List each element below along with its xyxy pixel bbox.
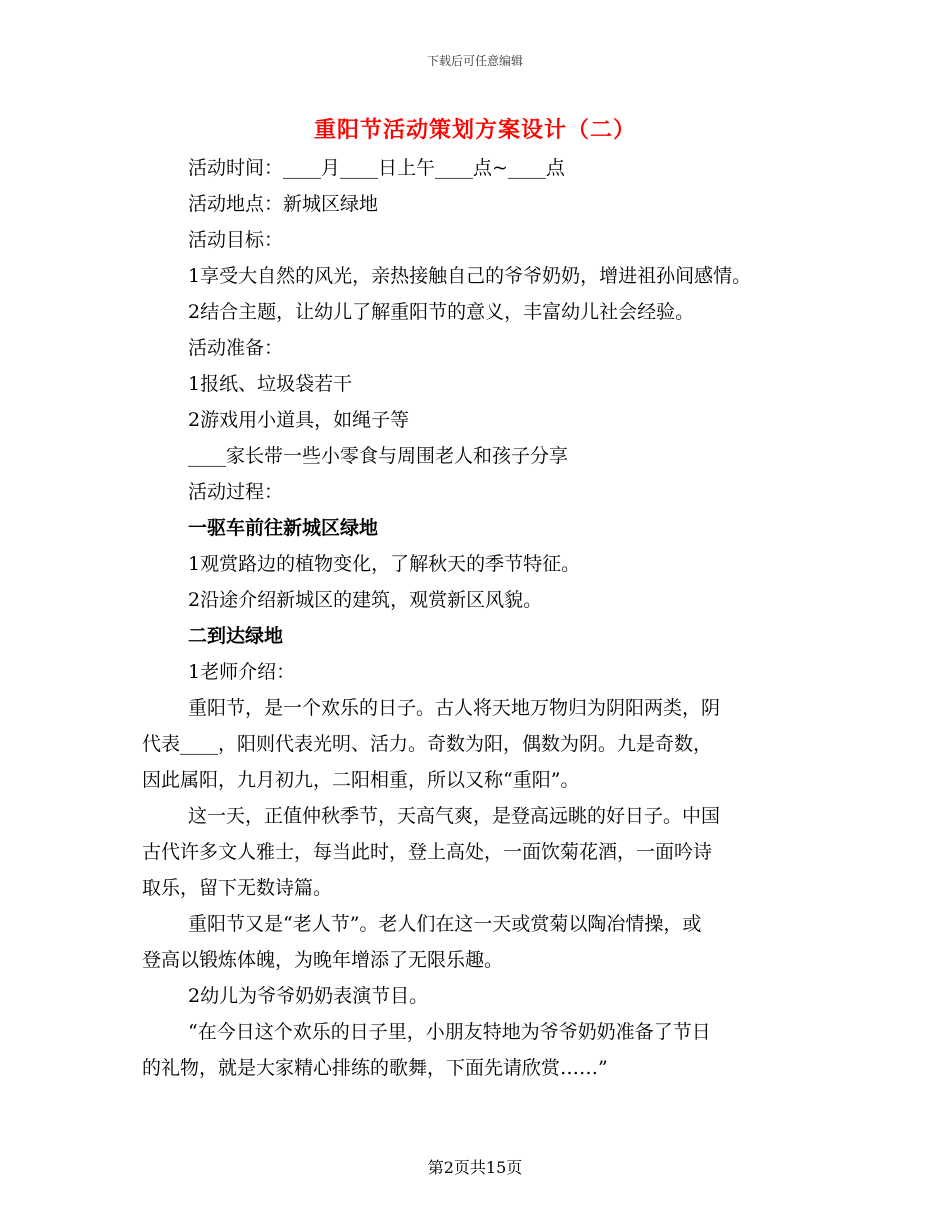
paragraph-line: 取乐，留下无数诗篇。	[142, 877, 333, 899]
paragraph-line: 这一天，正值仲秋季节，天高气爽，是登高远眺的好日子。中国	[188, 805, 721, 827]
paragraph-line: 2游戏用小道具，如绳子等	[188, 409, 410, 431]
paragraph-line: 活动过程：	[188, 481, 284, 503]
paragraph-line: 1报纸、垃圾袋若干	[188, 373, 353, 395]
paragraph-line: 登高以锻炼体魄，为晚年增添了无限乐趣。	[142, 949, 504, 971]
paragraph-line: “在今日这个欢乐的日子里，小朋友特地为爷爷奶奶准备了节日	[188, 1021, 711, 1043]
paragraph-line: 重阳节，是一个欢乐的日子。古人将天地万物归为阴阳两类，阴	[188, 697, 721, 719]
paragraph-line: 重阳节又是“老人节”。老人们在这一天或赏菊以陶冶情操，或	[188, 913, 702, 935]
paragraph-line: 活动准备：	[188, 337, 284, 359]
paragraph-line: 因此属阳，九月初九，二阳相重，所以又称“重阳”。	[142, 769, 580, 791]
page-header-note: 下载后可任意编辑	[426, 54, 523, 68]
paragraph-line: 1享受大自然的风光，亲热接触自己的爷爷奶奶，增进祖孙间感情。	[188, 265, 752, 287]
paragraph-line: 代表____，阳则代表光明、活力。奇数为阳，偶数为阴。九是奇数，	[142, 733, 713, 755]
paragraph-line: ____家长带一些小零食与周围老人和孩子分享	[188, 445, 569, 467]
paragraph-line: 古代许多文人雅士，每当此时，登上高处，一面饮菊花酒，一面吟诗	[142, 841, 713, 863]
paragraph-line: 的礼物，就是大家精心排练的歌舞，下面先请欣赏……”	[142, 1057, 608, 1079]
paragraph-line: 活动地点：新城区绿地	[188, 193, 379, 215]
section-heading: 一驱车前往新城区绿地	[188, 517, 379, 539]
document-title: 重阳节活动策划方案设计（二）	[313, 117, 636, 143]
document-body	[142, 150, 842, 1086]
section-heading: 二到达绿地	[188, 625, 284, 647]
paragraph-line: 活动目标：	[188, 229, 284, 251]
paragraph-line: 2幼儿为爷爷奶奶表演节目。	[188, 985, 429, 1007]
paragraph-line: 活动时间：____月____日上午____点~____点	[188, 157, 565, 179]
paragraph-line: 2结合主题，让幼儿了解重阳节的意义，丰富幼儿社会经验。	[188, 301, 695, 323]
paragraph-line: 1观赏路边的植物变化，了解秋天的季节特征。	[188, 553, 581, 575]
paragraph-line: 1老师介绍：	[188, 661, 296, 683]
paragraph-line: 2沿途介绍新城区的建筑，观赏新区风貌。	[188, 589, 543, 611]
page-number: 第2页共15页	[427, 1158, 523, 1177]
